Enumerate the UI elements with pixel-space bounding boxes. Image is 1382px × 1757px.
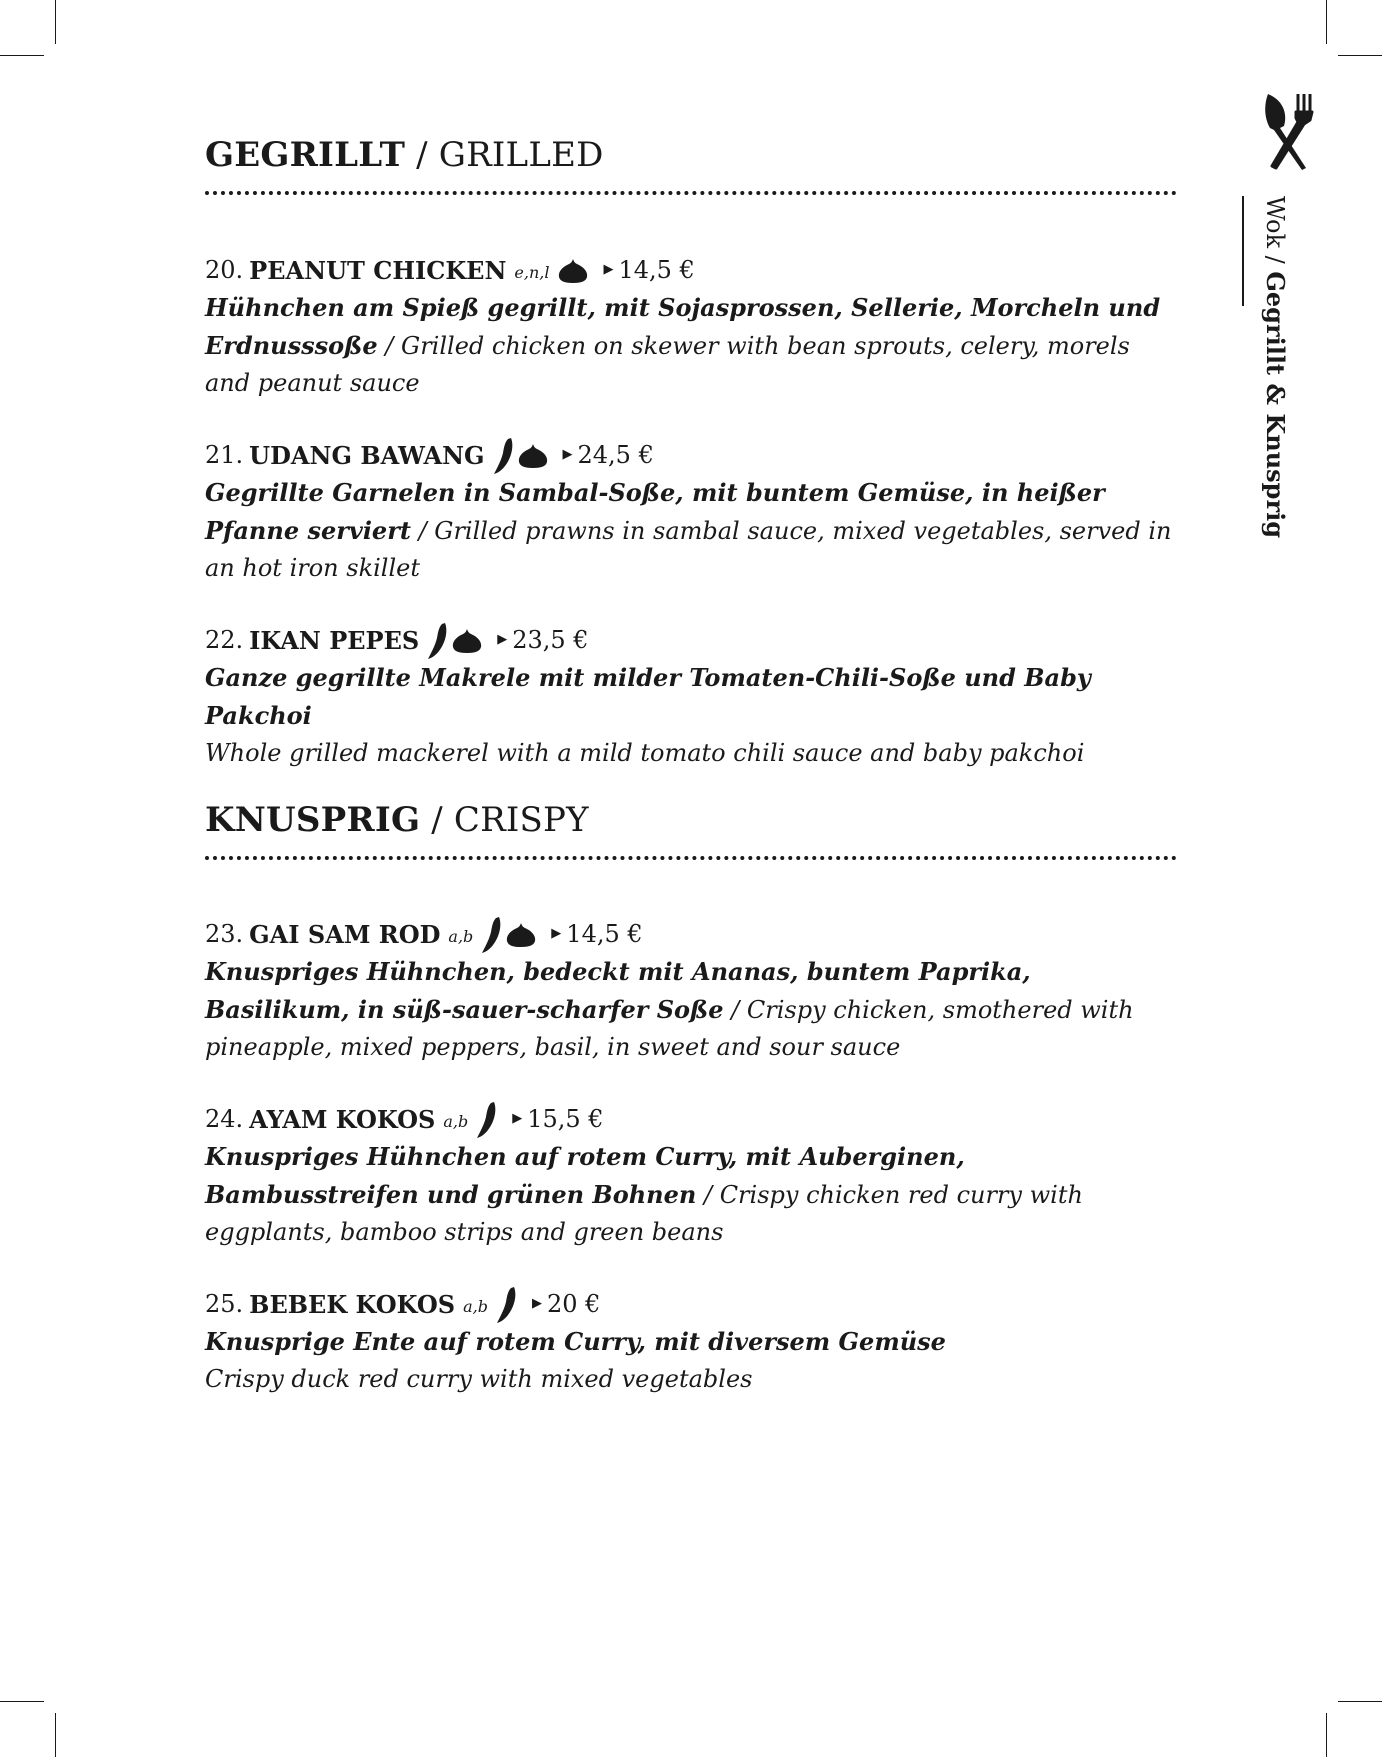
item-description — [205, 1323, 1177, 1398]
item-name: AYAM KOKOS — [249, 1105, 436, 1134]
item-description — [205, 659, 1177, 772]
item-desc-sep: / — [377, 332, 402, 360]
item-number: 25. — [205, 1290, 244, 1318]
crop-mark — [1338, 1701, 1382, 1702]
item-header — [205, 1286, 1177, 1323]
item-desc-de: Hühnchen am Spieß gegrillt, mit Sojasprossen, Sellerie, Morcheln und Erdnusssoße — [205, 293, 1161, 360]
price-arrow-icon: ▶ — [497, 632, 508, 647]
item-name: IKAN PEPES — [249, 626, 420, 655]
menu-item — [205, 1101, 1177, 1251]
sidebar-label-plain: Wok / — [1261, 196, 1289, 264]
item-desc-en: Crispy duck red curry with mixed vegetables — [205, 1365, 753, 1393]
item-description — [205, 1138, 1177, 1251]
item-desc-de: Knusprige Ente auf rotem Curry, mit diversem Gemüse — [205, 1327, 946, 1356]
item-desc-sep: / — [696, 1181, 720, 1209]
item-allergens: a,b — [448, 927, 474, 946]
item-allergens: e,n,l — [514, 263, 550, 282]
crop-mark — [55, 1713, 56, 1757]
item-allergens: a,b — [463, 1297, 488, 1316]
item-desc-de: Gegrillte Garnelen in Sambal-Soße, mit buntem Gemüse, in heißer Pfanne serviert — [205, 478, 1105, 545]
item-description — [205, 474, 1177, 587]
item-desc-de: Knuspriges Hühnchen auf rotem Curry, mit Auberginen, Bambusstreifen und grünen Bohnen — [205, 1142, 965, 1209]
dotted-divider — [205, 185, 1177, 195]
item-desc-sep: / — [410, 517, 435, 545]
item-desc-de: Ganze gegrillte Makrele mit milder Tomaten-Chili-Soße und Baby Pakchoi — [205, 663, 1091, 730]
sidebar-rule — [1242, 196, 1244, 306]
crop-mark — [55, 0, 56, 44]
price-arrow-icon: ▶ — [562, 447, 573, 462]
item-description — [205, 289, 1177, 402]
menu-item — [205, 252, 1177, 402]
item-name: PEANUT CHICKEN — [249, 256, 507, 285]
section-crispy — [205, 798, 1177, 860]
chili-icon — [481, 916, 503, 954]
item-header — [205, 252, 1177, 289]
section-title-en: GRILLED — [438, 135, 604, 175]
item-icons — [481, 916, 537, 954]
item-desc-en: Crispy chicken, smothered with pineapple, mixed peppers, basil, in sweet and sour sauce — [205, 996, 1134, 1061]
chili-icon — [476, 1101, 498, 1139]
section-title-en: CRISPY — [453, 800, 589, 840]
chili-icon — [427, 622, 449, 660]
chili-icon — [493, 437, 515, 475]
dotted-divider — [205, 850, 1177, 860]
item-desc-en: Crispy chicken red curry with eggplants, bamboo strips and green beans — [205, 1181, 1083, 1246]
item-desc-en: Grilled chicken on skewer with bean sprouts, celery, morels and peanut sauce — [205, 332, 1130, 397]
garlic-icon — [557, 258, 589, 284]
crop-mark — [0, 1701, 44, 1702]
section-title-de: KNUSPRIG — [205, 800, 421, 840]
item-number: 20. — [205, 256, 244, 284]
item-number: 21. — [205, 441, 244, 469]
section-title-sep: / — [405, 135, 439, 175]
menu-item — [205, 916, 1177, 1066]
sidebar-label-bold: Gegrillt & Knusprig — [1261, 271, 1290, 538]
item-desc-sep: / — [723, 996, 747, 1024]
item-icons — [557, 258, 589, 284]
item-price: 14,5 € — [618, 256, 695, 284]
item-number: 22. — [205, 626, 244, 654]
crop-mark — [1338, 55, 1382, 56]
item-price: 14,5 € — [566, 920, 643, 948]
chili-icon — [496, 1286, 518, 1324]
item-desc-en: Whole grilled mackerel with a mild tomato chili sauce and baby pakchoi — [205, 739, 1085, 767]
item-allergens: a,b — [443, 1112, 469, 1131]
price-arrow-icon: ▶ — [532, 1296, 542, 1311]
item-price: 23,5 € — [512, 626, 589, 654]
price-arrow-icon: ▶ — [603, 262, 614, 277]
item-description — [205, 953, 1177, 1066]
section-title — [205, 133, 1177, 177]
item-desc-en: Grilled prawns in sambal sauce, mixed vegetables, served in an hot iron skillet — [205, 517, 1172, 582]
price-arrow-icon: ▶ — [512, 1111, 523, 1126]
item-name: UDANG BAWANG — [249, 441, 485, 470]
crop-mark — [1326, 1713, 1327, 1757]
item-icons — [476, 1101, 498, 1139]
section-grilled — [205, 133, 1177, 195]
item-desc-de: Knuspriges Hühnchen, bedeckt mit Ananas, buntem Paprika, Basilikum, in süß-sauer-scharfer Soße — [205, 957, 1031, 1024]
price-arrow-icon: ▶ — [551, 926, 562, 941]
garlic-icon — [451, 628, 483, 654]
garlic-icon — [517, 443, 549, 469]
item-number: 24. — [205, 1105, 244, 1133]
item-price: 20 € — [547, 1290, 601, 1318]
crop-mark — [1326, 0, 1327, 44]
section-title-de: GEGRILLT — [205, 135, 406, 175]
section-title — [205, 798, 1177, 842]
item-icons — [493, 437, 549, 475]
menu-item — [205, 622, 1177, 772]
garlic-icon — [505, 922, 537, 948]
item-name: GAI SAM ROD — [249, 920, 441, 949]
sidebar-label — [1260, 196, 1290, 538]
item-header — [205, 1101, 1177, 1138]
item-header — [205, 622, 1177, 659]
section-title-sep: / — [420, 800, 454, 840]
crop-mark — [0, 55, 44, 56]
item-icons — [496, 1286, 518, 1324]
item-price: 24,5 € — [577, 441, 654, 469]
item-price: 15,5 € — [527, 1105, 604, 1133]
item-icons — [427, 622, 483, 660]
item-header — [205, 437, 1177, 474]
item-name: BEBEK KOKOS — [249, 1290, 456, 1319]
item-header — [205, 916, 1177, 953]
item-number: 23. — [205, 920, 244, 948]
cutlery-icon — [1262, 90, 1316, 172]
menu-item — [205, 437, 1177, 587]
menu-item — [205, 1286, 1177, 1398]
